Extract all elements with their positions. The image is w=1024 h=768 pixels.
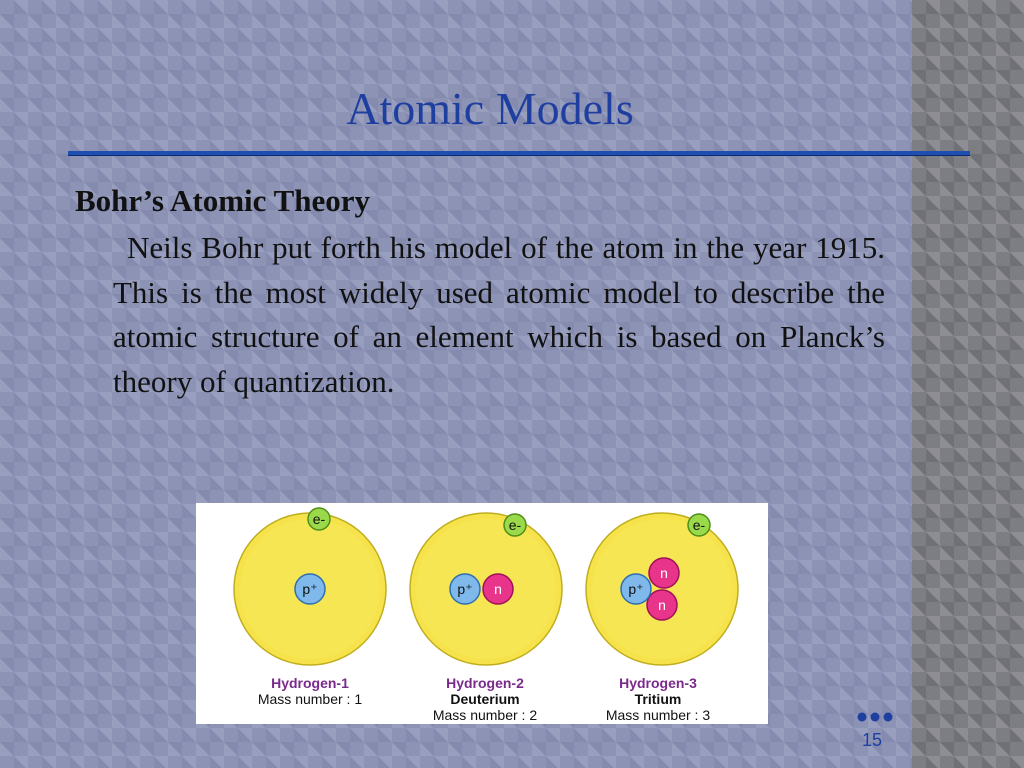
neutron-label: n xyxy=(660,565,668,581)
proton-label: p⁺ xyxy=(457,581,473,597)
body-paragraph-text: Neils Bohr put forth his model of the atom in the year 1915. This is the most widely used atomic model to describe the atomic structure of an element which is based on Planck’s theory of quantization. xyxy=(113,230,885,399)
isotope-subtitle: Tritium xyxy=(634,691,682,707)
isotope-name: Hydrogen-2 xyxy=(446,675,524,691)
body-paragraph xyxy=(113,226,885,404)
isotope-mass-number: Mass number : 3 xyxy=(605,707,711,723)
isotope-name: Hydrogen-1 xyxy=(271,675,349,691)
isotope-mass-number: Mass number : 1 xyxy=(257,691,363,707)
section-heading: Bohr’s Atomic Theory xyxy=(75,183,371,218)
electron-label: e- xyxy=(508,517,522,533)
atom-diagram-hydrogen-2 xyxy=(402,503,572,673)
isotope-name: Hydrogen-3 xyxy=(619,675,697,691)
electron-label: e- xyxy=(692,517,706,533)
proton-label: p⁺ xyxy=(302,581,318,597)
isotope-mass-number: Mass number : 2 xyxy=(432,707,538,723)
neutron-label: n xyxy=(494,581,502,597)
title-divider xyxy=(68,151,970,156)
more-options-icon[interactable] xyxy=(857,711,893,723)
caption-hydrogen-2 xyxy=(395,675,575,723)
caption-hydrogen-3 xyxy=(568,675,748,723)
hydrogen-isotopes-figure xyxy=(196,503,768,724)
proton-label: p⁺ xyxy=(628,581,644,597)
atom-diagram-hydrogen-1 xyxy=(226,503,396,673)
electron-label: e- xyxy=(312,511,326,527)
caption-hydrogen-1 xyxy=(220,675,400,707)
neutron-label: n xyxy=(658,597,666,613)
atom-diagram-hydrogen-3 xyxy=(578,503,748,673)
isotope-subtitle: Deuterium xyxy=(450,691,520,707)
page-number: 15 xyxy=(862,730,883,750)
slide-title: Atomic Models xyxy=(346,83,634,134)
